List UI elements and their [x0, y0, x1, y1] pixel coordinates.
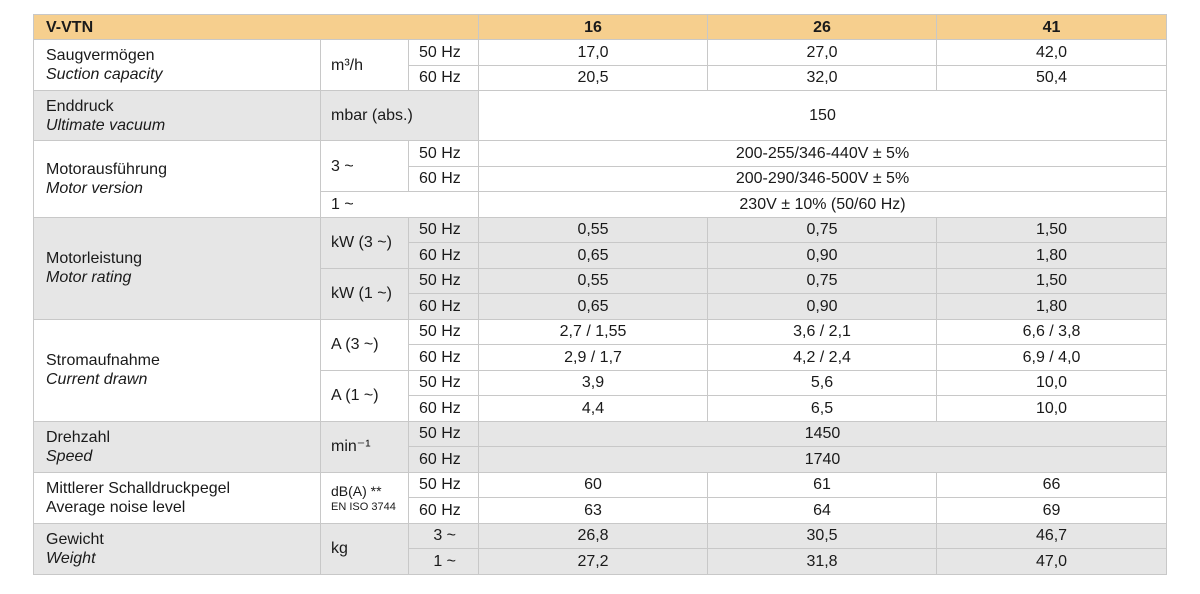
value-cell: 30,5: [708, 523, 937, 549]
noise-unit: dB(A) **: [331, 482, 382, 499]
freq-cell: 60 Hz: [409, 447, 479, 473]
freq-cell: 60 Hz: [409, 396, 479, 422]
value-cell: 200-290/346-500V ± 5%: [479, 166, 1167, 192]
value-cell: 27,2: [479, 549, 708, 575]
value-cell: 1450: [479, 421, 1167, 447]
value-cell: 4,2 / 2,4: [708, 345, 937, 371]
table-row: [34, 91, 1167, 141]
value-cell: 2,9 / 1,7: [479, 345, 708, 371]
value-cell: 20,5: [479, 65, 708, 91]
value-cell: 6,9 / 4,0: [937, 345, 1167, 371]
value-cell: 31,8: [708, 549, 937, 575]
freq-cell: 50 Hz: [409, 40, 479, 66]
phase-cell: 1 ~: [409, 549, 479, 575]
value-cell: 0,55: [479, 217, 708, 243]
freq-cell: 50 Hz: [409, 319, 479, 345]
size-header: 26: [708, 15, 937, 40]
header-row: [34, 15, 1167, 40]
table-row: [34, 319, 1167, 345]
freq-cell: 50 Hz: [409, 421, 479, 447]
unit-cell: kg: [321, 523, 409, 574]
freq-cell: 60 Hz: [409, 294, 479, 320]
value-cell: 0,55: [479, 268, 708, 294]
value-cell: 0,90: [708, 294, 937, 320]
value-cell: 6,6 / 3,8: [937, 319, 1167, 345]
value-cell: 10,0: [937, 370, 1167, 396]
freq-cell: 60 Hz: [409, 345, 479, 371]
unit-cell: m³/h: [321, 40, 409, 91]
value-cell: 27,0: [708, 40, 937, 66]
value-cell: 46,7: [937, 523, 1167, 549]
value-cell: 3,9: [479, 370, 708, 396]
value-cell: 4,4: [479, 396, 708, 422]
row-label-suction: Saugvermögen Suction capacity: [34, 40, 321, 91]
value-cell: 60: [479, 472, 708, 498]
table-row: [34, 40, 1167, 66]
freq-cell: 60 Hz: [409, 166, 479, 192]
row-label-speed: Drehzahl Speed: [34, 421, 321, 472]
value-cell: 5,6: [708, 370, 937, 396]
value-cell: 0,65: [479, 243, 708, 269]
freq-cell: 60 Hz: [409, 243, 479, 269]
row-label-rating: Motorleistung Motor rating: [34, 217, 321, 319]
value-cell: 1,80: [937, 294, 1167, 320]
model-header: V-VTN: [34, 15, 479, 40]
value-cell: 66: [937, 472, 1167, 498]
value-cell: 42,0: [937, 40, 1167, 66]
value-cell: 50,4: [937, 65, 1167, 91]
value-cell: 1,80: [937, 243, 1167, 269]
unit-cell: min⁻¹: [321, 421, 409, 472]
unit-cell: [321, 472, 409, 523]
value-cell: 1,50: [937, 217, 1167, 243]
value-cell: 17,0: [479, 40, 708, 66]
value-cell: 200-255/346-440V ± 5%: [479, 141, 1167, 167]
value-cell: 32,0: [708, 65, 937, 91]
row-label-weight: Gewicht Weight: [34, 523, 321, 574]
freq-cell: 50 Hz: [409, 217, 479, 243]
value-cell: 63: [479, 498, 708, 524]
value-cell: 0,75: [708, 268, 937, 294]
row-label-current: Stromaufnahme Current drawn: [34, 319, 321, 421]
row-label-motor: Motorausführung Motor version: [34, 141, 321, 218]
unit-cell: mbar (abs.): [321, 91, 479, 141]
freq-cell: 50 Hz: [409, 370, 479, 396]
freq-cell: 60 Hz: [409, 65, 479, 91]
value-cell: 3,6 / 2,1: [708, 319, 937, 345]
unit-cell: 1 ~: [321, 192, 479, 218]
value-cell: 47,0: [937, 549, 1167, 575]
unit-cell: A (1 ~): [321, 370, 409, 421]
table-row: [34, 421, 1167, 447]
value-cell: 6,5: [708, 396, 937, 422]
noise-standard: EN ISO 3744: [331, 500, 396, 513]
value-cell: 150: [479, 91, 1167, 141]
unit-cell: kW (1 ~): [321, 268, 409, 319]
value-cell: 10,0: [937, 396, 1167, 422]
value-cell: 0,90: [708, 243, 937, 269]
size-header: 16: [479, 15, 708, 40]
freq-cell: 50 Hz: [409, 268, 479, 294]
row-label-vacuum: Enddruck Ultimate vacuum: [34, 91, 321, 141]
freq-cell: 50 Hz: [409, 472, 479, 498]
value-cell: 0,65: [479, 294, 708, 320]
freq-cell: 60 Hz: [409, 498, 479, 524]
value-cell: 26,8: [479, 523, 708, 549]
value-cell: 1740: [479, 447, 1167, 473]
phase-cell: 3 ~: [409, 523, 479, 549]
value-cell: 64: [708, 498, 937, 524]
unit-cell: kW (3 ~): [321, 217, 409, 268]
table-row: [34, 523, 1167, 549]
table-row: [34, 141, 1167, 167]
table-row: [34, 217, 1167, 243]
table-row: [34, 472, 1167, 498]
value-cell: 61: [708, 472, 937, 498]
unit-cell: 3 ~: [321, 141, 409, 192]
spec-table: [33, 14, 1167, 575]
unit-cell: A (3 ~): [321, 319, 409, 370]
value-cell: 230V ± 10% (50/60 Hz): [479, 192, 1167, 218]
row-label-noise: Mittlerer Schalldruckpegel Average noise level: [34, 472, 321, 523]
value-cell: 1,50: [937, 268, 1167, 294]
size-header: 41: [937, 15, 1167, 40]
value-cell: 2,7 / 1,55: [479, 319, 708, 345]
value-cell: 0,75: [708, 217, 937, 243]
value-cell: 69: [937, 498, 1167, 524]
freq-cell: 50 Hz: [409, 141, 479, 167]
